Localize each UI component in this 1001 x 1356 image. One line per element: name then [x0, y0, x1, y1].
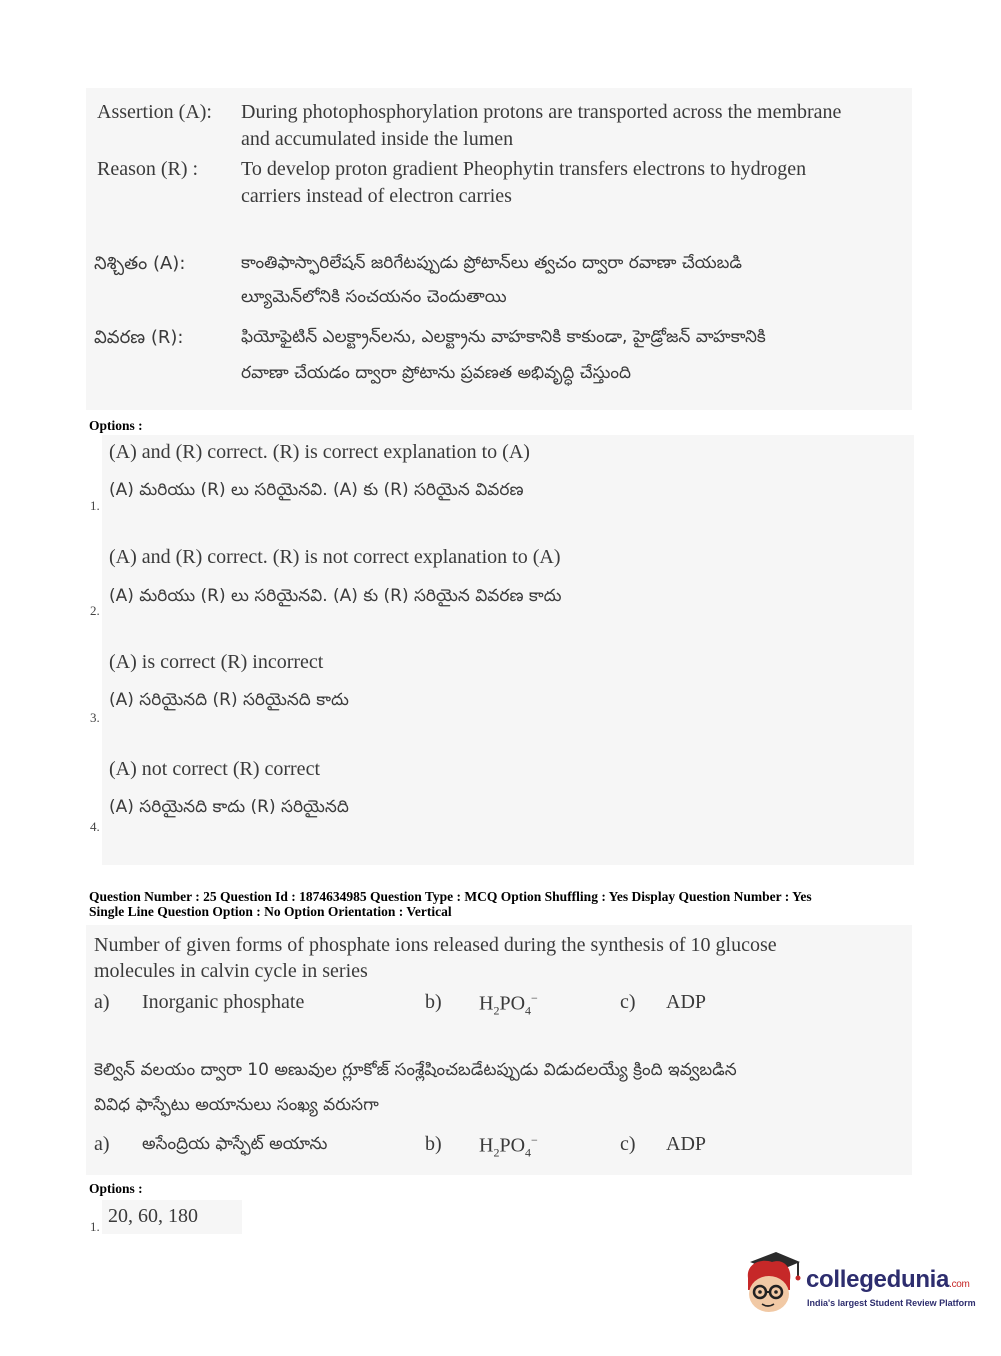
q25-te-b-formula: $H_2PO_4^-$ — [479, 1133, 538, 1160]
te-assertion-text-line1: కాంతిఫాస్ఫారిలేషన్ జరిగేటప్పుడు ప్రోటాన్‌లు త్వచం ద్వారా రవాణా చేయబడి — [241, 253, 742, 273]
q25-options-heading: Options : — [89, 1181, 143, 1196]
assertion-label: Assertion (A): — [97, 101, 212, 123]
option-3-en: (A) is correct (R) incorrect — [109, 651, 324, 673]
q25-a-label: a) — [94, 991, 110, 1013]
mascot-icon — [740, 1248, 802, 1314]
q25-en-line2: molecules in calvin cycle in series — [94, 960, 368, 982]
q25-te-c-label: c) — [620, 1133, 636, 1155]
reason-text-line2: carriers instead of electron carries — [241, 185, 512, 207]
option-2-en: (A) and (R) correct. (R) is not correct explanation to (A) — [109, 546, 561, 568]
q25-te-line1: కెల్విన్ వలయం ద్వారా 10 అణువుల గ్లూకోజ్ సంశ్లేషించబడేటప్పుడు విడుదలయ్యే క్రింది ఇవ్వబడిన — [94, 1060, 737, 1080]
option-3-number: 3. — [90, 710, 100, 725]
te-assertion-label: నిశ్చితం (A): — [94, 253, 186, 274]
reason-text-line1: To develop proton gradient Pheophytin transfers electrons to hydrogen — [241, 158, 807, 180]
q25-b-formula: $H_2PO_4^-$ — [479, 991, 538, 1018]
q25-te-c-text: ADP — [666, 1133, 707, 1155]
q25-te-line2: వివిధ ఫాస్ఫేటు అయానులు సంఖ్య వరుసగా — [94, 1095, 379, 1115]
q25-option-1-number: 1. — [90, 1219, 100, 1234]
q25-te-b-label: b) — [425, 1133, 442, 1155]
option-2-te: (A) మరియు (R) లు సరియైనవి. (A) కు (R) సరియైన వివరణ కాదు — [109, 586, 562, 606]
logo-tld: .com — [949, 1279, 970, 1290]
assertion-text-line2: and accumulated inside the lumen — [241, 128, 514, 150]
option-4-en: (A) not correct (R) correct — [109, 758, 320, 780]
q25-te-a-text: అసేంద్రియ ఫాస్ఫేట్ అయాను — [142, 1134, 328, 1154]
q25-b-label: b) — [425, 991, 442, 1013]
q25-a-text: Inorganic phosphate — [142, 991, 305, 1013]
reason-label: Reason (R) : — [97, 158, 199, 180]
option-2-number: 2. — [90, 603, 100, 618]
option-3-te: (A) సరియైనది (R) సరియైనది కాదు — [109, 690, 349, 710]
q25-c-text: ADP — [666, 991, 707, 1013]
q25-c-label: c) — [620, 991, 636, 1013]
option-1-te: (A) మరియు (R) లు సరియైనవి. (A) కు (R) సరియైన వివరణ — [109, 480, 524, 500]
question-meta-line1: Question Number : 25 Question Id : 1874634985 Question Type : MCQ Option Shuffling : Yes Display Question Number : Yes — [89, 889, 812, 904]
q25-en-line1: Number of given forms of phosphate ions released during the synthesis of 10 glucose — [94, 934, 777, 956]
option-1-en: (A) and (R) correct. (R) is correct explanation to (A) — [109, 441, 530, 463]
te-reason-label: వివరణ (R): — [94, 327, 184, 348]
option-4-number: 4. — [90, 819, 100, 834]
option-1-number: 1. — [90, 498, 100, 513]
collegedunia-logo — [740, 1248, 976, 1318]
logo-tagline: India's largest Student Review Platform — [807, 1298, 976, 1308]
te-assertion-text-line2: ల్యూమెన్‌లోనికి సంచయనం చెందుతాయి — [241, 287, 507, 307]
assertion-text-line1: During photophosphorylation protons are transported across the membrane — [241, 101, 842, 123]
question-meta-line2: Single Line Question Option : No Option Orientation : Vertical — [89, 904, 452, 919]
te-reason-text-line2: రవాణా చేయడం ద్వారా ప్రోటాను ప్రవణత అభివృద్ధి చేస్తుంది — [241, 363, 632, 383]
q25-option-1-text: 20, 60, 180 — [108, 1205, 198, 1227]
te-reason-text-line1: ఫియోఫైటిన్ ఎలక్ట్రాన్‌లను, ఎలక్ట్రాను వాహకానికి కాకుండా, హైడ్రోజన్ వాహకానికి — [241, 327, 766, 347]
option-4-te: (A) సరియైనది కాదు (R) సరియైనది — [109, 797, 349, 817]
logo-name: collegedunia — [806, 1266, 950, 1293]
q25-te-a-label: a) — [94, 1133, 110, 1155]
options-heading: Options : — [89, 418, 143, 433]
